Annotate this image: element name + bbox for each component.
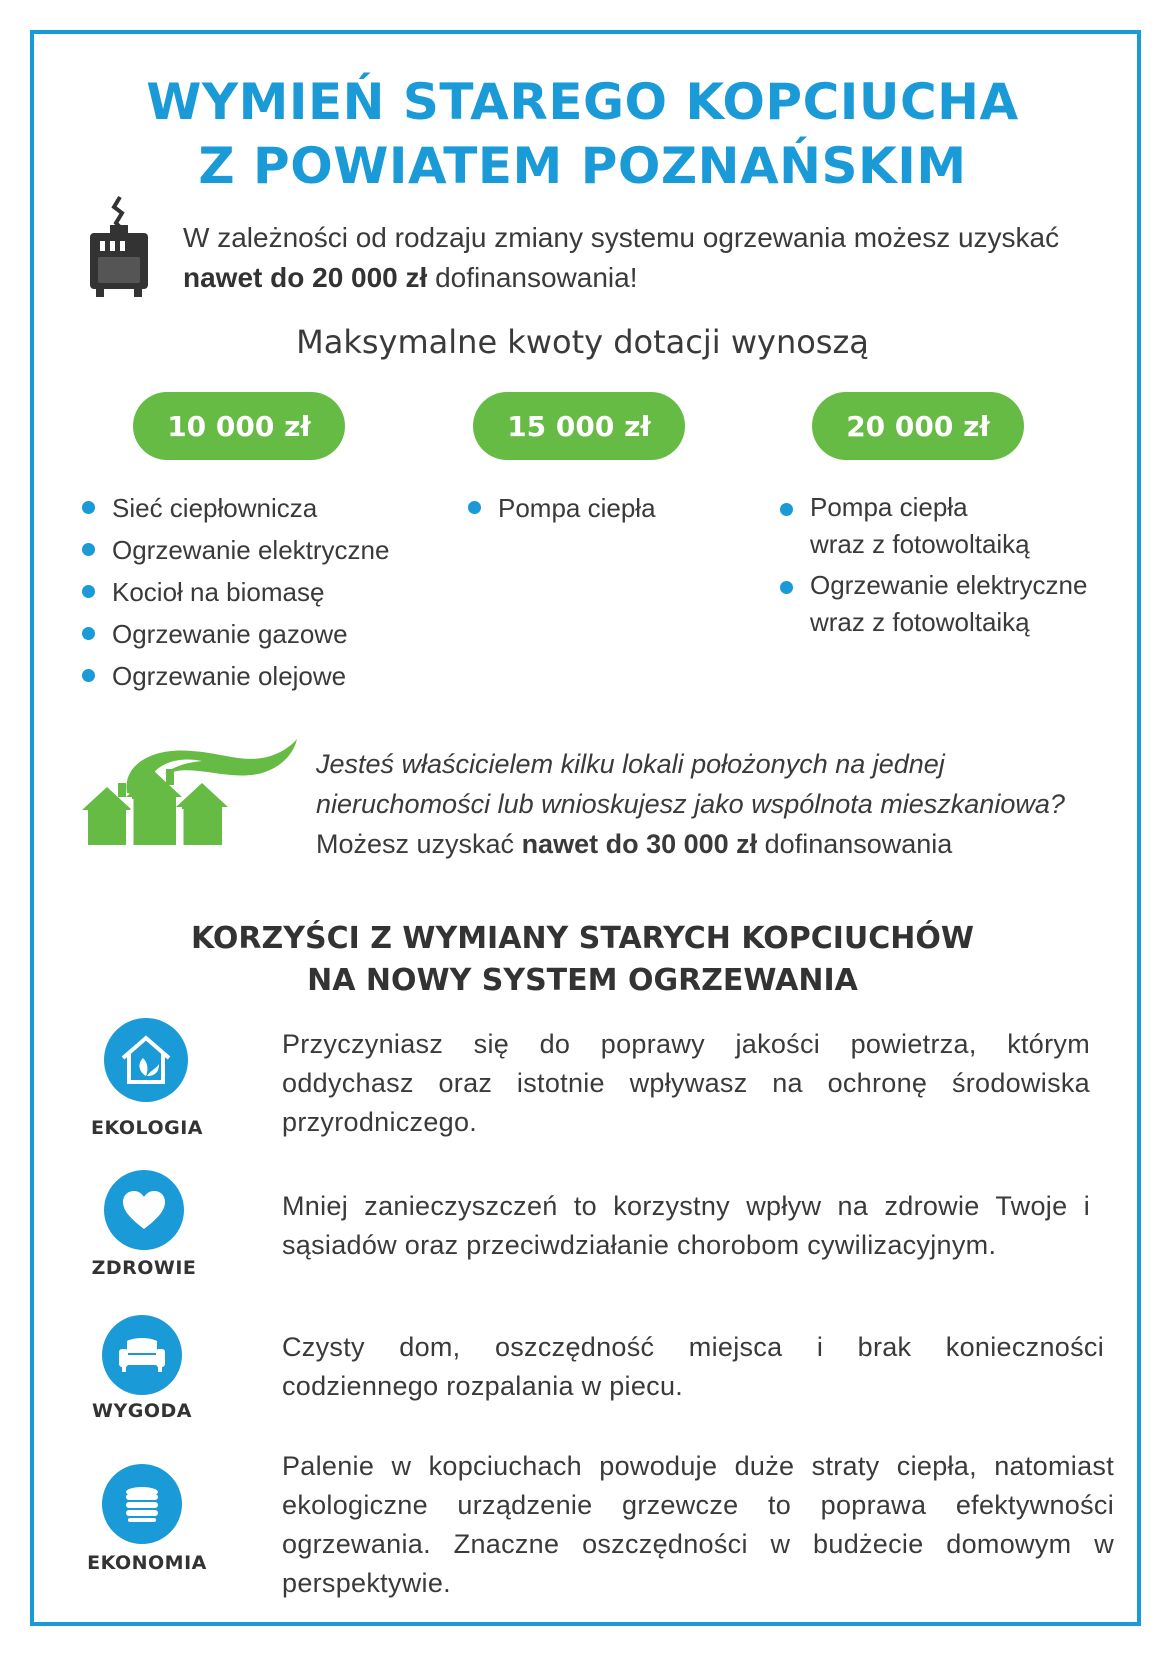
intro-line-1: W zależności od rodzaju zmiany systemu ogrzewania możesz uzyskać bbox=[183, 222, 1060, 253]
benefit-text-ekonomia: Palenie w kopciuchach powoduje duże straty ciepła, natomiast ekologiczne urządzenie grzewcze to poprawa efektywności ogrzewania. Znaczne oszczędności w budżecie domowym w perspektywie. bbox=[282, 1451, 1114, 1598]
multi-question-line-2: nieruchomości lub wnioskujesz jako wspólnota mieszkaniowa? bbox=[316, 789, 1065, 819]
benefit-text-ekologia: Przyczyniasz się do poprawy jakości powietrza, którym oddychasz oraz istotnie wpływasz na ochronę środowiska przyrodniczego. bbox=[282, 1029, 1090, 1137]
houses-smoke-icon bbox=[82, 735, 297, 845]
list-item: Pompa ciepła bbox=[468, 487, 656, 529]
benefit-label-wygoda: WYGODA bbox=[92, 1400, 192, 1422]
subheading: Maksymalne kwoty dotacji wynoszą bbox=[296, 323, 869, 361]
benefits-heading bbox=[0, 918, 1165, 1002]
multi-prefix: Możesz uzyskać bbox=[316, 829, 522, 859]
coins-icon bbox=[102, 1464, 182, 1544]
benefit-label-ekologia: EKOLOGIA bbox=[91, 1117, 203, 1139]
stove-icon bbox=[88, 195, 150, 300]
eco-house-icon bbox=[104, 1018, 188, 1102]
list-item-line: wraz z fotowoltaiką bbox=[810, 529, 1030, 559]
intro-bold-amount: nawet do 20 000 zł bbox=[183, 262, 428, 293]
tier-2-list bbox=[468, 487, 656, 529]
title-line-1: WYMIEŃ STAREGO KOPCIUCHA bbox=[146, 73, 1019, 131]
benefit-text-wygoda: Czysty dom, oszczędność miejsca i brak konieczności codziennego rozpalania w piecu. bbox=[282, 1332, 1104, 1401]
title-line-2: Z POWIATEM POZNAŃSKIM bbox=[198, 137, 967, 195]
multi-question-line-1: Jesteś właścicielem kilku lokali położonych na jednej bbox=[316, 749, 945, 779]
amount-pill-3: 20 000 zł bbox=[812, 392, 1024, 460]
page-title bbox=[0, 70, 1165, 198]
list-item: Ogrzewanie gazowe bbox=[82, 613, 389, 655]
list-item: Sieć ciepłownicza bbox=[82, 487, 389, 529]
tier-3-list bbox=[780, 489, 1087, 645]
multi-bold-amount: nawet do 30 000 zł bbox=[521, 829, 758, 859]
sofa-icon bbox=[102, 1315, 182, 1395]
tier-1-list bbox=[82, 487, 389, 697]
amount-pill-1: 10 000 zł bbox=[133, 392, 345, 460]
list-item: Ogrzewanie olejowe bbox=[82, 655, 389, 697]
list-item-line: wraz z fotowoltaiką bbox=[810, 607, 1030, 637]
list-item-line: Ogrzewanie elektryczne bbox=[810, 570, 1088, 600]
list-item-line: Pompa ciepła bbox=[810, 492, 968, 522]
benefits-heading-line-1: KORZYŚCI Z WYMIANY STARYCH KOPCIUCHÓW bbox=[190, 921, 975, 956]
heart-icon bbox=[104, 1170, 184, 1250]
list-item bbox=[780, 567, 1087, 641]
benefit-text-zdrowie: Mniej zanieczyszczeń to korzystny wpływ na zdrowie Twoje i sąsiadów oraz przeciwdziałanie chorobom cywilizacyjnym. bbox=[282, 1191, 1090, 1260]
multi-unit-info bbox=[316, 744, 1116, 864]
list-item bbox=[780, 489, 1087, 563]
intro-text bbox=[183, 218, 1103, 298]
benefit-label-ekonomia: EKONOMIA bbox=[87, 1552, 207, 1574]
amount-pill-2: 15 000 zł bbox=[473, 392, 685, 460]
benefit-label-zdrowie: ZDROWIE bbox=[91, 1257, 197, 1279]
multi-suffix: dofinansowania bbox=[757, 829, 953, 859]
intro-suffix: dofinansowania! bbox=[427, 262, 638, 293]
list-item: Kocioł na biomasę bbox=[82, 571, 389, 613]
benefits-heading-line-2: NA NOWY SYSTEM OGRZEWANIA bbox=[307, 963, 858, 998]
list-item: Ogrzewanie elektryczne bbox=[82, 529, 389, 571]
